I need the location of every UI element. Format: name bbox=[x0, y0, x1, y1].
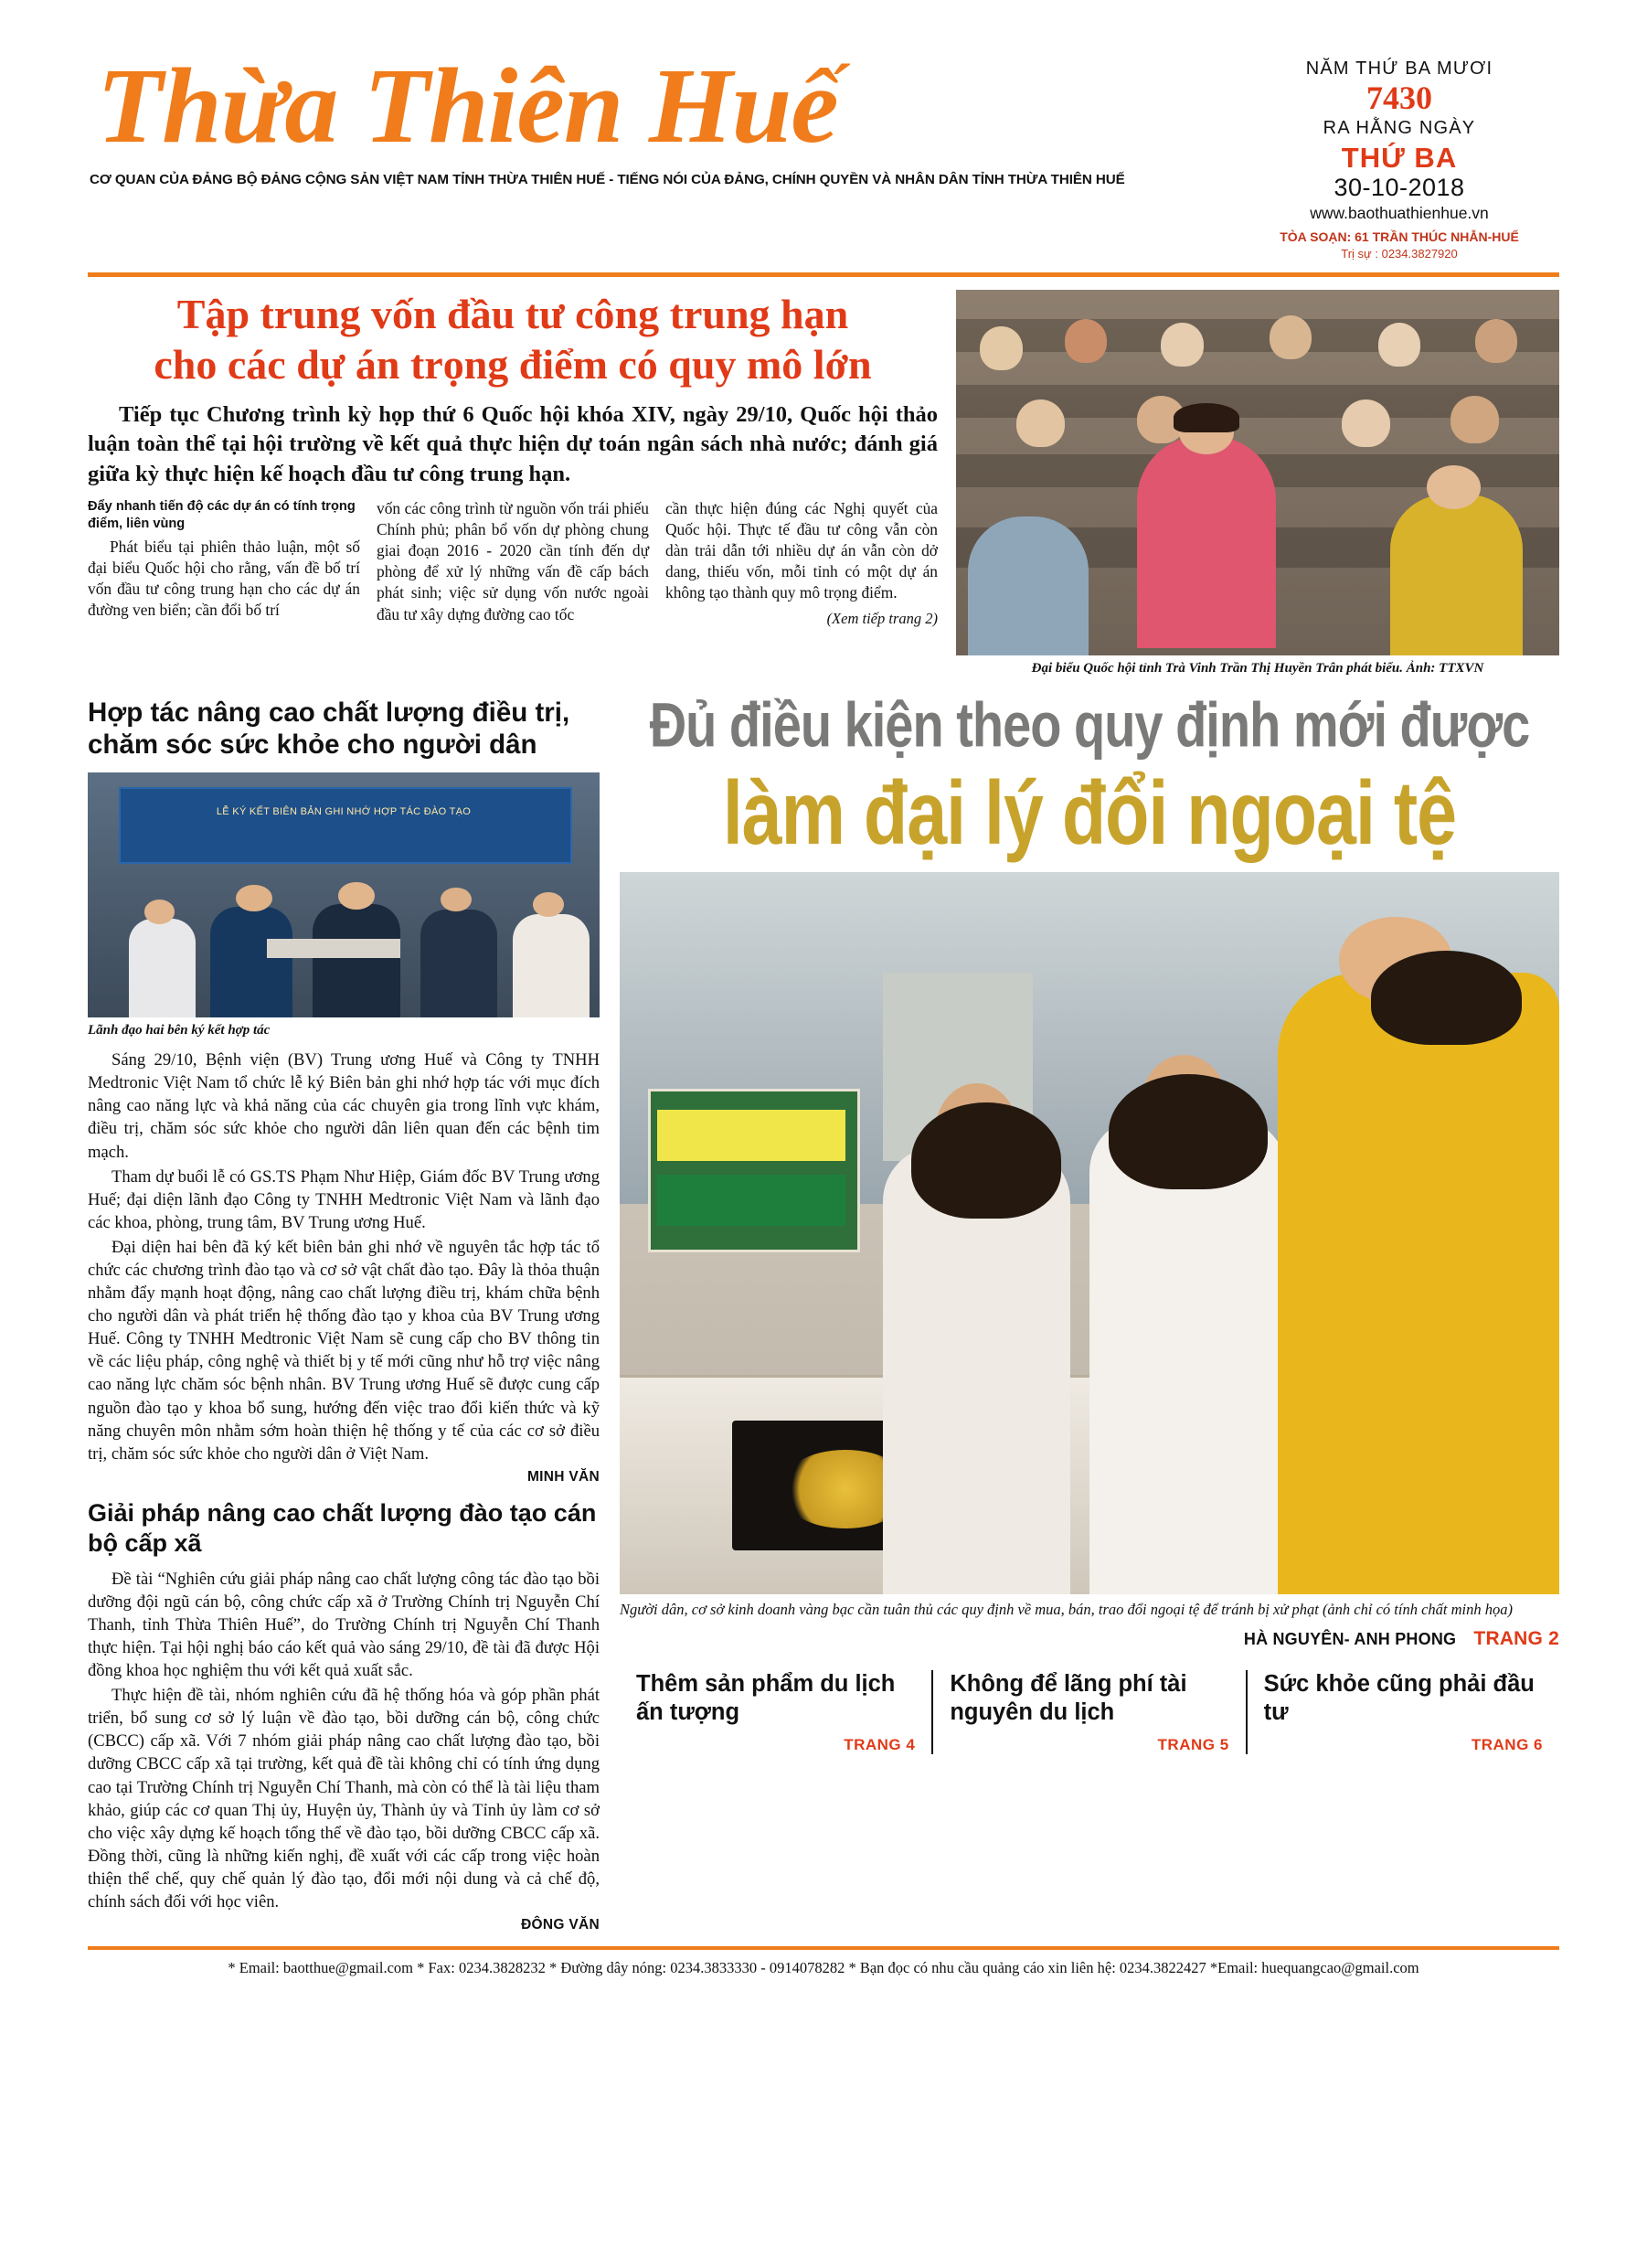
masthead-right bbox=[1239, 51, 1559, 261]
footer-divider bbox=[88, 1946, 1559, 1950]
training-byline: ĐÔNG VĂN bbox=[521, 1917, 600, 1933]
newspaper-logo: Thừa Thiên Huế bbox=[97, 46, 838, 165]
medtronic-byline: MINH VĂN bbox=[526, 1468, 600, 1485]
top-story bbox=[88, 290, 1559, 678]
teaser-bar bbox=[620, 1670, 1559, 1754]
teaser-item-3[interactable] bbox=[1246, 1670, 1559, 1754]
office-phone: Trị sự : 0234.3827920 bbox=[1341, 246, 1458, 261]
feature-headline-line-2: làm đại lý đổi ngoại tệ bbox=[722, 761, 1457, 863]
top-story-subhead: Đẩy nhanh tiến độ các dự án có tính trọng điểm, liên vùng bbox=[88, 498, 356, 531]
issue-number: 7430 bbox=[1366, 80, 1432, 116]
headline-line-1: Tập trung vốn đầu tư công trung hạn bbox=[176, 291, 849, 338]
medtronic-p3: Đại diện hai bên đã ký kết biên bản ghi nhớ về nguyên tắc hợp tác tổ chức các chương trình đào tạo và cơ sở vật chất đào tạo. Đây là thỏa thuận nhằm đẩy mạnh hoạt động, nâng cao chất lượng điều trị, khám chữa bệnh cho người dân và phát triển hệ thống đào tạo y khoa của BV Trung ương Huế. Công ty TNHH Medtronic Việt Nam sẽ cung cấp cho BV thông tin về các liệu pháp, công nghệ và thiết bị y tế mới cũng như hỗ trợ việc nâng cao năng lực chăm sóc bệnh nhân. BV Trung ương Huế sẽ được cung cấp nguồn đào tạo y khoa bổ sung, hướng đến việc trao đổi kiến thức và kỹ năng chuyên môn nhằm sớm hoàn thiện hệ thống y tế của các cơ sở điều trị, chăm sóc sức khỏe cho người dân ở Việt Nam. bbox=[88, 1237, 600, 1464]
teaser-page-1: TRANG 4 bbox=[844, 1736, 916, 1754]
teaser-item-2[interactable] bbox=[931, 1670, 1245, 1754]
teaser-title-3: Sức khỏe cũng phải đầu tư bbox=[1263, 1671, 1535, 1726]
article-headline-medtronic[interactable]: Hợp tác nâng cao chất lượng điều trị, chăm sóc sức khỏe cho người dân bbox=[88, 697, 570, 761]
right-column bbox=[620, 689, 1559, 1933]
teaser-title-1: Thêm sản phẩm du lịch ấn tượng bbox=[636, 1671, 896, 1726]
signing-photo-caption: Lãnh đạo hai bên ký kết hợp tác bbox=[88, 1022, 271, 1038]
medtronic-article-body bbox=[88, 1049, 600, 1485]
medtronic-p2: Tham dự buổi lễ có GS.TS Phạm Như Hiệp, Giám đốc BV Trung ương Huế; đại diện lãnh đạo Công ty TNHH Medtronic Việt Nam và lãnh đạo các khoa, phòng, trung tâm, BV Trung ương Huế. bbox=[88, 1166, 600, 1232]
top-story-col1-text: Phát biểu tại phiên thảo luận, một số đại biểu Quốc hội cho rằng, vấn đề bố trí vốn đầu tư công trung hạn cho các dự án đường ven biển; cần đổi bố trí bbox=[88, 537, 360, 620]
year-label: NĂM THỨ BA MƯƠI bbox=[1305, 59, 1493, 79]
top-story-columns bbox=[88, 498, 938, 628]
article-headline-training[interactable]: Giải pháp nâng cao chất lượng đào tạo cán bộ cấp xã bbox=[88, 1498, 597, 1557]
feature-author-name: HÀ NGUYÊN- ANH PHONG bbox=[1243, 1630, 1457, 1648]
signing-ceremony-photo bbox=[88, 772, 600, 1017]
training-p2: Thực hiện đề tài, nhóm nghiên cứu đã hệ thống hóa và góp phần phát triển, bổ sung cơ sở lý luận về đào tạo, bồi dưỡng cán bộ, công chức (CBCC) cấp xã. Với 7 nhóm giải pháp nâng cao chất lượng đào tạo, bồi dưỡng CBCC cấp xã tại trường, kết quả đề tài không chỉ có tính ứng dụng cao tại Trường Chính trị Nguyễn Chí Thanh, mà còn có thể là tài liệu tham khảo, giúp các cơ quan Thị ủy, Huyện ủy, Thành ủy và Tỉnh ủy làm cơ sở cho việc xây dựng kế hoạch tổng thể về đào tạo, bồi dưỡng CBCC cấp xã. Đồng thời, cũng là những kiến nghị, đề xuất với các cấp trong việc hoàn thiện thể chế, quy chế quản lý đào tạo, đổi mới nội dung và cả chế độ, chính sách đối với học viên. bbox=[88, 1686, 600, 1912]
gold-photo-caption: Người dân, cơ sở kinh doanh vàng bạc cần tuân thủ các quy định về mua, bán, trao đổi ngoại tệ để tránh bị xử phạt (ảnh chỉ có tính chất minh họa) bbox=[620, 1600, 1513, 1618]
top-story-column-2 bbox=[377, 498, 649, 628]
teaser-page-2: TRANG 5 bbox=[1157, 1736, 1229, 1754]
national-assembly-photo bbox=[956, 290, 1559, 655]
teaser-page-3: TRANG 6 bbox=[1471, 1736, 1543, 1754]
headline-line-2: cho các dự án trọng điểm có quy mô lớn bbox=[154, 340, 872, 388]
frequency-label: RA HẰNG NGÀY bbox=[1323, 117, 1476, 138]
date-label: 30-10-2018 bbox=[1334, 173, 1465, 201]
top-story-lede: Tiếp tục Chương trình kỳ họp thứ 6 Quốc hội khóa XIV, ngày 29/10, Quốc hội thảo luận toàn thể tại hội trường về kết quả thực hiện dự toán ngân sách nhà nước; đánh giá giữa kỳ thực hiện kế hoạch đầu tư công trung hạn. bbox=[88, 401, 938, 486]
training-p1: Đề tài “Nghiên cứu giải pháp nâng cao chất lượng công tác đào tạo bồi dưỡng đội ngũ cán bộ, công chức cấp xã ở Trường Chính trị Nguyễn Chí Thanh, tỉnh Thừa Thiên Huế”, do Trường Chính trị Nguyễn Chí Thanh thực hiện. Tại hội nghị báo cáo kết quả vào sáng 29/10, đề tài đã được Hội đồng khoa học nghiệm thu với kết quả xuất sắc. bbox=[88, 1569, 600, 1681]
top-story-col3-text: cần thực hiện đúng các Nghị quyết của Quốc hội. Thực tế đầu tư công vẫn còn dàn trải dẫn tới nhiều dự án vẫn còn dở dang, thiếu vốn, mỗi tỉnh có một dự án không tạo thành quy mô trọng điểm. bbox=[665, 498, 938, 602]
feature-headline-line-1: Đủ điều kiện theo quy định mới được bbox=[649, 689, 1530, 761]
top-story-photo-block bbox=[956, 290, 1559, 678]
top-story-text bbox=[88, 290, 938, 678]
mid-section bbox=[88, 689, 1559, 1933]
masthead-left bbox=[88, 46, 1221, 188]
medtronic-p1: Sáng 29/10, Bệnh viện (BV) Trung ương Huế và Công ty TNHH Medtronic Việt Nam tổ chức lễ ký Biên bản ghi nhớ hợp tác với mục đích nâng cao năng lực và khả năng của các chuyên gia trong lĩnh vực khám, điều trị, chăm sóc sức khỏe cho người dân liên quan đến các bệnh tim mạch. bbox=[88, 1050, 600, 1162]
website-link[interactable]: www.baothuathienhue.vn bbox=[1310, 203, 1489, 222]
top-story-column-3 bbox=[665, 498, 938, 628]
gold-shop-photo bbox=[620, 872, 1559, 1594]
feature-headline[interactable] bbox=[620, 689, 1559, 863]
photo-caption: Đại biểu Quốc hội tỉnh Trà Vinh Trần Thị Huyền Trân phát biểu. Ảnh: TTXVN bbox=[1031, 661, 1484, 676]
teaser-item-1[interactable] bbox=[620, 1670, 931, 1754]
jump-line: (Xem tiếp trang 2) bbox=[826, 609, 938, 627]
feature-page-ref[interactable]: TRANG 2 bbox=[1473, 1628, 1559, 1649]
masthead-tagline: CƠ QUAN CỦA ĐẢNG BỘ ĐẢNG CỘNG SẢN VIỆT NAM TỈNH THỪA THIÊN HUẾ - TIẾNG NÓI CỦA ĐẢNG, CHÍNH QUYỀN VÀ NHÂN DÂN TỈNH THỪA THIÊN HUẾ bbox=[90, 172, 1125, 188]
feature-author bbox=[620, 1628, 1559, 1650]
teaser-title-2: Không để lãng phí tài nguyên du lịch bbox=[950, 1671, 1187, 1726]
top-story-col2-text: vốn các công trình từ nguồn vốn trái phiếu Chính phủ; phân bổ vốn dự phòng chung giai đoạn 2016 - 2020 cần tính đến dự phòng để xử lý những vấn đề cấp bách phát sinh; việc sử dụng vốn nước ngoài đầu tư xây dựng đường cao tốc bbox=[377, 498, 649, 623]
page-title bbox=[88, 290, 938, 389]
left-column bbox=[88, 693, 600, 1933]
masthead bbox=[88, 46, 1559, 261]
office-address: TÒA SOẠN: 61 TRẦN THÚC NHẪN-HUẾ bbox=[1280, 229, 1519, 244]
top-story-column-1 bbox=[88, 498, 360, 628]
footer-contact: * Email: baotthue@gmail.com * Fax: 0234.3828232 * Đường dây nóng: 0234.3833330 - 0914078282 * Bạn đọc có nhu cầu quảng cáo xin liên hệ: 0234.3822427 *Email: huequangcao@gmail.com bbox=[228, 1959, 1419, 1977]
photo-banner-text: LỄ KÝ KẾT BIÊN BẢN GHI NHỚ HỢP TÁC ĐÀO TẠO bbox=[216, 806, 472, 818]
weekday-label: THỨ BA bbox=[1341, 141, 1458, 174]
masthead-divider bbox=[88, 272, 1559, 277]
